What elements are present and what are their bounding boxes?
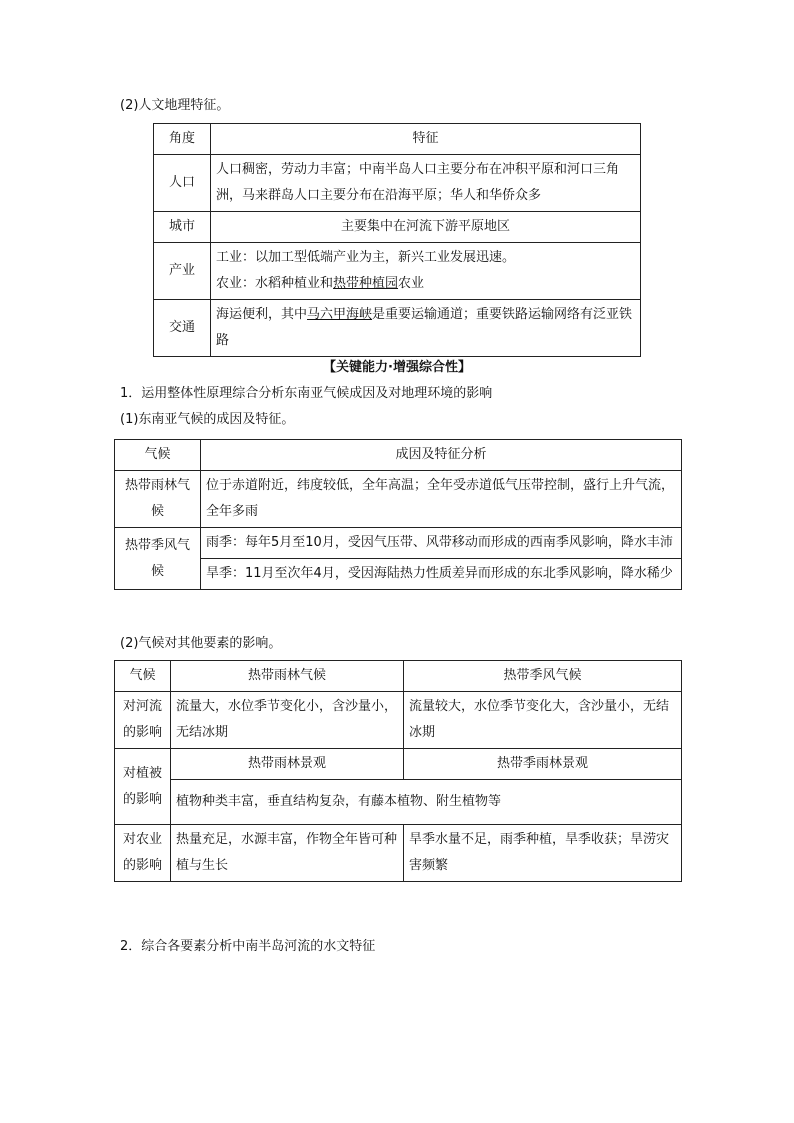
table-row	[115, 661, 682, 692]
agriculture-line	[216, 271, 635, 297]
impact-cell: 热量充足，水源丰富，作物全年皆可种植与生长	[171, 825, 404, 882]
feature-cell: 人口稠密，劳动力丰富；中南半岛人口主要分布在冲积平原和河口三角洲，马来群岛人口主要分布在沿海平原；华人和华侨众多	[211, 155, 641, 212]
analysis-cell: 雨季：每年5月至10月，受因气压带、风带移动而形成的西南季风影响，降水丰沛	[201, 528, 682, 559]
table-row	[115, 692, 682, 749]
traffic-prefix: 海运便利，其中	[216, 307, 308, 322]
agri-prefix: 农业：水稻种植业和	[216, 276, 334, 291]
aspect-cell: 人口	[154, 155, 211, 212]
human-geography-table	[153, 123, 641, 357]
table-row	[115, 559, 682, 590]
agri-underlined: 热带种植园	[333, 276, 399, 291]
item-1: 1．运用整体性原理综合分析东南亚气候成因及对地理环境的影响	[120, 386, 493, 401]
subheading-1: (1)东南亚气候的成因及特征。	[120, 412, 295, 427]
header-cell: 角度	[154, 124, 211, 155]
feature-cell: 主要集中在河流下游平原地区	[211, 212, 641, 243]
item-2: 2．综合各要素分析中南半岛河流的水文特征	[120, 939, 376, 954]
aspect-cell: 交通	[154, 300, 211, 357]
traffic-underlined: 马六甲海峡	[307, 307, 373, 322]
table-row	[154, 300, 641, 357]
section-heading-human: (2)人文地理特征。	[120, 98, 230, 113]
header-cell: 气候	[115, 661, 171, 692]
impact-label-cell: 对河流的影响	[115, 692, 171, 749]
climate-name-cell: 热带季风气候	[115, 528, 201, 590]
header-cell: 热带雨林气候	[171, 661, 404, 692]
key-ability-title: 【关键能力·增强综合性】	[323, 360, 471, 375]
climate-name-cell: 热带雨林气候	[115, 471, 201, 528]
header-cell: 特征	[211, 124, 641, 155]
table-row	[115, 780, 682, 825]
analysis-cell: 位于赤道附近，纬度较低，全年高温；全年受赤道低气压带控制，盛行上升气流，全年多雨	[201, 471, 682, 528]
impact-cell: 流量大，水位季节变化小，含沙量小，无结冰期	[171, 692, 404, 749]
table-row	[154, 155, 641, 212]
header-cell: 成因及特征分析	[201, 440, 682, 471]
feature-cell	[211, 243, 641, 300]
table-row	[154, 124, 641, 155]
header-cell: 热带季风气候	[404, 661, 682, 692]
aspect-cell: 城市	[154, 212, 211, 243]
analysis-cell: 旱季：11月至次年4月，受因海陆热力性质差异而形成的东北季风影响，降水稀少	[201, 559, 682, 590]
table-row	[115, 825, 682, 882]
table-row	[154, 212, 641, 243]
impact-label-cell: 对农业的影响	[115, 825, 171, 882]
subheading-2: (2)气候对其他要素的影响。	[120, 636, 282, 651]
feature-cell	[211, 300, 641, 357]
header-cell: 气候	[115, 440, 201, 471]
traffic-suffix: 是重要运输通道；重要铁路运输网络有泛亚铁路	[216, 307, 633, 348]
table-row	[115, 471, 682, 528]
aspect-cell: 产业	[154, 243, 211, 300]
agri-suffix: 农业	[398, 276, 425, 291]
impact-cell: 植物种类丰富，垂直结构复杂，有藤本植物、附生植物等	[171, 780, 682, 825]
impact-label-cell: 对植被的影响	[115, 749, 171, 825]
landscape-cell: 热带季雨林景观	[404, 749, 682, 780]
impact-cell: 旱季水量不足，雨季种植，旱季收获；旱涝灾害频繁	[404, 825, 682, 882]
climate-table	[114, 439, 682, 590]
table-row	[115, 528, 682, 559]
table-row	[115, 749, 682, 780]
landscape-cell: 热带雨林景观	[171, 749, 404, 780]
table-row	[154, 243, 641, 300]
impact-cell: 流量较大，水位季节变化大，含沙量小，无结冰期	[404, 692, 682, 749]
table-row	[115, 440, 682, 471]
industry-line: 工业：以加工型低端产业为主，新兴工业发展迅速。	[216, 250, 516, 265]
impact-table	[114, 660, 682, 882]
